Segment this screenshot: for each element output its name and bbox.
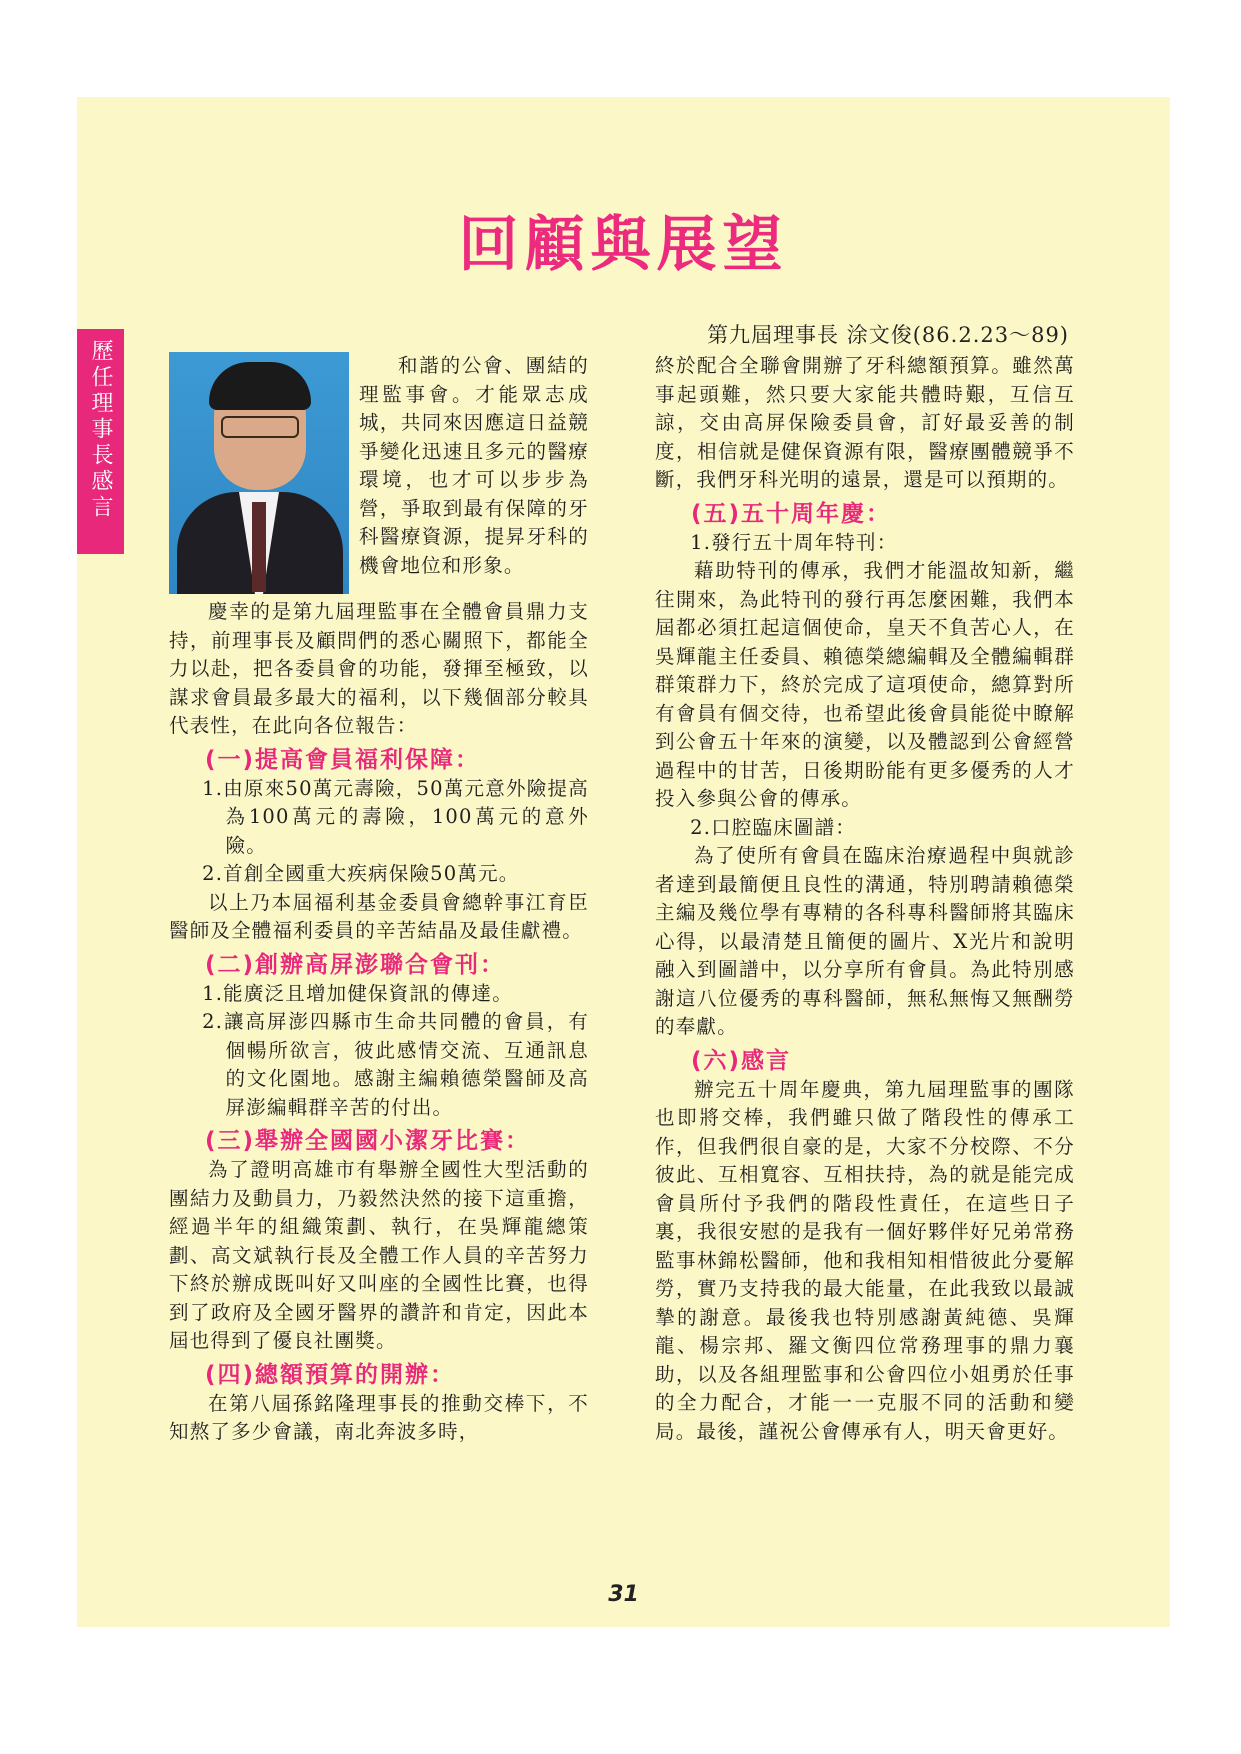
body-paragraph: 為了使所有會員在臨床治療過程中與就診者達到最簡便且良性的溝通，特別聘請賴德榮主編及幾位學有專精的各科專科醫師將其臨床心得，以最清楚且簡便的圖片、X光片和說明融入到圖譜中，以分享所有會員。為此特別感謝這八位優秀的專科醫師，無私無悔又無酬勞的奉獻。 xyxy=(655,844,1075,1038)
page-title: 回顧與展望 xyxy=(458,210,789,280)
author-line: 第九屆理事長 涂文俊(86.2.23～89) xyxy=(707,323,1069,347)
intro-paragraph: 和諧的公會、團結的理監事會。才能眾志成城，共同來因應這日益競爭變化迅速且多元的醫療環境，也才可以步步為營，爭取到最有保障的牙科醫療資源，提昇牙科的機會地位和形象。 xyxy=(359,354,589,577)
body-paragraph: 終於配合全聯會開辦了牙科總額預算。雖然萬事起頭難，然只要大家能共體時艱，互信互諒，交由高屏保險委員會，訂好最妥善的制度，相信就是健保資源有限，醫療團體競爭不斷，我們牙科光明的遠景，還是可以預期的。 xyxy=(655,354,1075,491)
body-paragraph: 以上乃本屆福利基金委員會總幹事江育臣醫師及全體福利委員的辛苦結晶及最佳獻禮。 xyxy=(169,890,589,942)
body-paragraph: 在第八屆孫銘隆理事長的推動交棒下，不知熬了多少會議，南北奔波多時， xyxy=(169,1391,589,1443)
side-tab-label: 歷任理事長感言 xyxy=(88,339,113,521)
page xyxy=(77,97,1170,1627)
list-item: 2.首創全國重大疾病保險50萬元。 xyxy=(202,862,520,885)
section-heading-4: (四)總額預算的開辦： xyxy=(205,1361,456,1388)
left-column xyxy=(169,352,589,1447)
section-heading-3: (三)舉辦全國國小潔牙比賽： xyxy=(205,1128,531,1154)
section-heading-1: (一)提高會員福利保障： xyxy=(205,746,481,773)
section-heading-5: (五)五十周年慶： xyxy=(691,500,892,527)
list-item: 1.能廣泛且增加健保資訊的傳達。 xyxy=(202,981,513,1005)
list-item: 2.口腔臨床圖譜： xyxy=(690,815,856,839)
page-number: 31 xyxy=(608,1582,639,1607)
section-heading-2: (二)創辦高屏澎聯合會刊： xyxy=(205,951,506,978)
body-paragraph: 藉助特刊的傳承，我們才能溫故知新，繼往開來，為此特刊的發行再怎麼困難，我們本屆都必須扛起這個使命，皇天不負苦心人，在吳輝龍主任委員、賴德榮總編輯及全體編輯群群策群力下，終於完成了這項使命，總算對所有會員有個交待，也希望此後會員能從中瞭解到公會五十年來的演變，以及體認到公會經營過程中的甘苦，日後期盼能有更多優秀的人才投入參與公會的傳承。 xyxy=(655,559,1075,810)
section-side-tab xyxy=(77,329,124,554)
body-paragraph: 為了證明高雄市有舉辦全國性大型活動的團結力及動員力，乃毅然決然的接下這重擔，經過半年的組織策劃、執行，在吳輝龍總策劃、高文斌執行長及全體工作人員的辛苦努力下終於辦成既叫好又叫座的全國性比賽，也得到了政府及全國牙醫界的讚許和肯定，因此本屆也得到了優良社團獎。 xyxy=(169,1158,589,1352)
right-column xyxy=(655,352,1075,1446)
list-item: 2.讓高屏澎四縣市生命共同體的會員，有個暢所欲言，彼此感情交流、互通訊息的文化園地。感謝主編賴德榮醫師及高屏澎編輯群辛苦的付出。 xyxy=(202,1010,589,1119)
list-item: 1.發行五十周年特刊： xyxy=(690,530,898,554)
body-paragraph: 辦完五十周年慶典，第九屆理監事的團隊也即將交棒，我們雖只做了階段性的傳承工作，但我們很自豪的是，大家不分校際、不分彼此、互相寬容、互相扶持，為的就是能完成會員所付予我們的階段性責任，在這些日子裏，我很安慰的是我有一個好夥伴好兄弟常務監事林錦松醫師，他和我相知相惜彼此分憂解勞，實乃支持我的最大能量，在此我致以最誠摯的謝意。最後我也特別感謝黃純德、吳輝龍、楊宗邦、羅文衡四位常務理事的鼎力襄助，以及各組理監事和公會四位小姐勇於任事的全力配合，才能一一克服不同的活動和變局。最後，謹祝公會傳承有人，明天會更好。 xyxy=(655,1077,1075,1443)
list-item: 1.由原來50萬元壽險，50萬元意外險提高為100萬元的壽險，100萬元的意外險。 xyxy=(202,776,589,857)
report-paragraph: 慶幸的是第九屆理監事在全體會員鼎力支持，前理事長及顧問們的悉心關照下，都能全力以赴，把各委員會的功能，發揮至極致，以謀求會員最多最大的福利，以下幾個部分較具代表性，在此向各位報告： xyxy=(169,600,589,737)
section-heading-6: (六)感言 xyxy=(691,1047,792,1074)
author-portrait xyxy=(169,352,349,594)
